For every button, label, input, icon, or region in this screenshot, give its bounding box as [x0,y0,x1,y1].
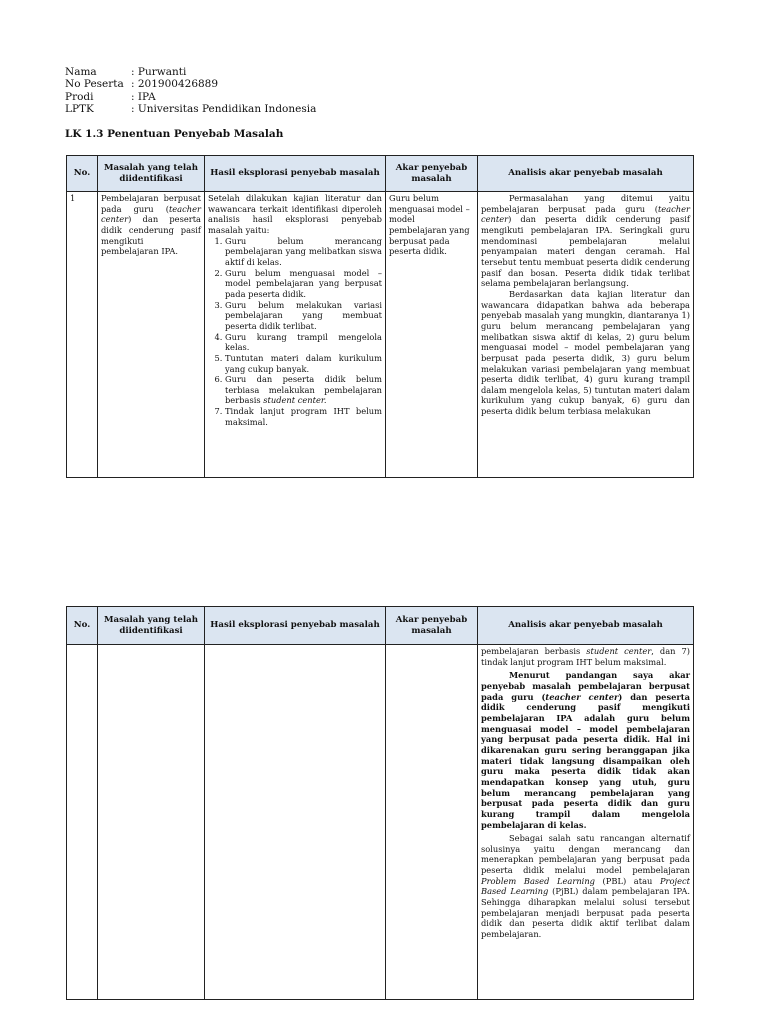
problem-cause-table-1 [66,155,694,478]
list-item: 7. Tindak lanjut program IHT belum maksimal. [225,406,382,427]
cell-analisis [478,645,694,1000]
identity-lptk: LPTK : Universitas Pendidikan Indonesia [65,102,317,115]
header-akar: Akar penyebab masalah [386,156,478,192]
analisis-opinion: Menurut pandangan saya akar penyebab masalah pembelajaran berpusat pada guru (teacher center) dan peserta didik cenderung pasif mengikuti pembelajaran IPA adalah guru belum menguasai model – model pembelajaran yang berpusat pada peserta didik. Hal ini dikarenakan guru sering beranggapan jika materi tidak langsung disampaikan oleh guru maka peserta didik tidak akan mendapatkan konsep yang utuh, guru belum merancang pembelajaran yang berpusat pada peserta didik dan guru kurang trampil dalam mengelola pembelajaran di kelas. [481,670,690,830]
table-header-row [67,607,694,645]
identity-no-peserta: No Peserta : 201900426889 [65,78,219,91]
analisis-paragraph-1: Permasalahan yang ditemui yaitu pembelajaran berpusat pada guru (teacher center) dan peserta didik cenderung pasif mengikuti pembelajaran IPA. Seringkali guru mendominasi pembelajaran melalui penyampaian materi dengan ceramah. Hal tersebut tentu membuat peserta didik cenderung pasif dan bosan. Peserta didik tidak terlibat selama pembelajaran berlangsung. [481,193,690,289]
list-item: 6. Guru dan peserta didik belum terbiasa melakukan pembelajaran berbasis student center. [225,374,382,406]
table-row [67,192,694,478]
cell-akar: Guru belum menguasai model – model pembelajaran yang berpusat pada peserta didik. [386,192,478,478]
cell-masalah: Pembelajaran berpusat pada guru (teacher center) dan peserta didik cenderung pasif mengikuti pembelajaran IPA. [98,192,205,478]
cell-masalah [98,645,205,1000]
header-masalah: Masalah yang telah diidentifikasi [98,607,205,645]
list-item: 3. Guru belum melakukan variasi pembelajaran yang membuat peserta didik terlibat. [225,300,382,332]
analisis-continuation: pembelajaran berbasis student center, dan 7) tindak lanjut program IHT belum maksimal. [481,646,690,667]
header-akar: Akar penyebab masalah [386,607,478,645]
list-item: 1. Guru belum merancang pembelajaran yang melibatkan siswa aktif di kelas. [225,236,382,268]
header-masalah: Masalah yang telah diidentifikasi [98,156,205,192]
list-item: 5. Tuntutan materi dalam kurikulum yang cukup banyak. [225,353,382,374]
header-no: No. [67,156,98,192]
page-title: LK 1.3 Penentuan Penyebab Masalah [65,128,284,140]
cell-no: 1 [67,192,98,478]
list-item: 2. Guru belum menguasai model – model pembelajaran yang berpusat pada peserta didik. [225,268,382,300]
cell-hasil [205,645,386,1000]
header-no: No. [67,607,98,645]
cell-analisis [478,192,694,478]
cell-hasil [205,192,386,478]
analisis-solution: Sebagai salah satu rancangan alternatif solusinya yaitu dengan merancang dan menerapkan pembelajaran yang berpusat pada peserta didik melalui model pembelajaran Problem Based Learning (PBL) atau Project Based Learning (PjBL) dalam pembelajaran IPA. Sehingga diharapkan melalui solusi tersebut pembelajaran menjadi berpusat pada peserta didik dan peserta didik aktif terlibat dalam pembelajaran. [481,833,690,940]
header-analisis: Analisis akar penyebab masalah [478,156,694,192]
identity-block [65,66,316,115]
identity-nama: Nama : Purwanti [65,66,187,78]
cell-akar [386,645,478,1000]
header-analisis: Analisis akar penyebab masalah [478,607,694,645]
header-hasil: Hasil eksplorasi penyebab masalah [205,156,386,192]
problem-cause-table-2 [66,606,694,1000]
table-row [67,645,694,1000]
header-hasil: Hasil eksplorasi penyebab masalah [205,607,386,645]
hasil-intro: Setelah dilakukan kajian literatur dan wawancara terkait identifikasi diperoleh analisis hasil eksplorasi penyebab masalah yaitu: [208,193,382,235]
cell-no [67,645,98,1000]
identity-prodi: Prodi : IPA [65,90,156,103]
list-item: 4. Guru kurang trampil mengelola kelas. [225,332,382,353]
analisis-paragraph-2: Berdasarkan data kajian literatur dan wawancara didapatkan bahwa ada beberapa penyebab masalah yang mungkin, diantaranya 1) guru belum merancang pembelajaran yang melibatkan siswa aktif di kelas, 2) guru belum menguasai model – model pembelajaran yang berpusat pada peserta didik, 3) guru belum melakukan variasi pembelajaran yang membuat peserta didik terlibat, 4) guru kurang trampil dalam mengelola kelas, 5) tuntutan materi dalam kurikulum yang cukup banyak, 6) guru dan peserta didik belum terbiasa melakukan [481,288,690,417]
table-header-row [67,156,694,192]
hasil-list [208,236,382,428]
